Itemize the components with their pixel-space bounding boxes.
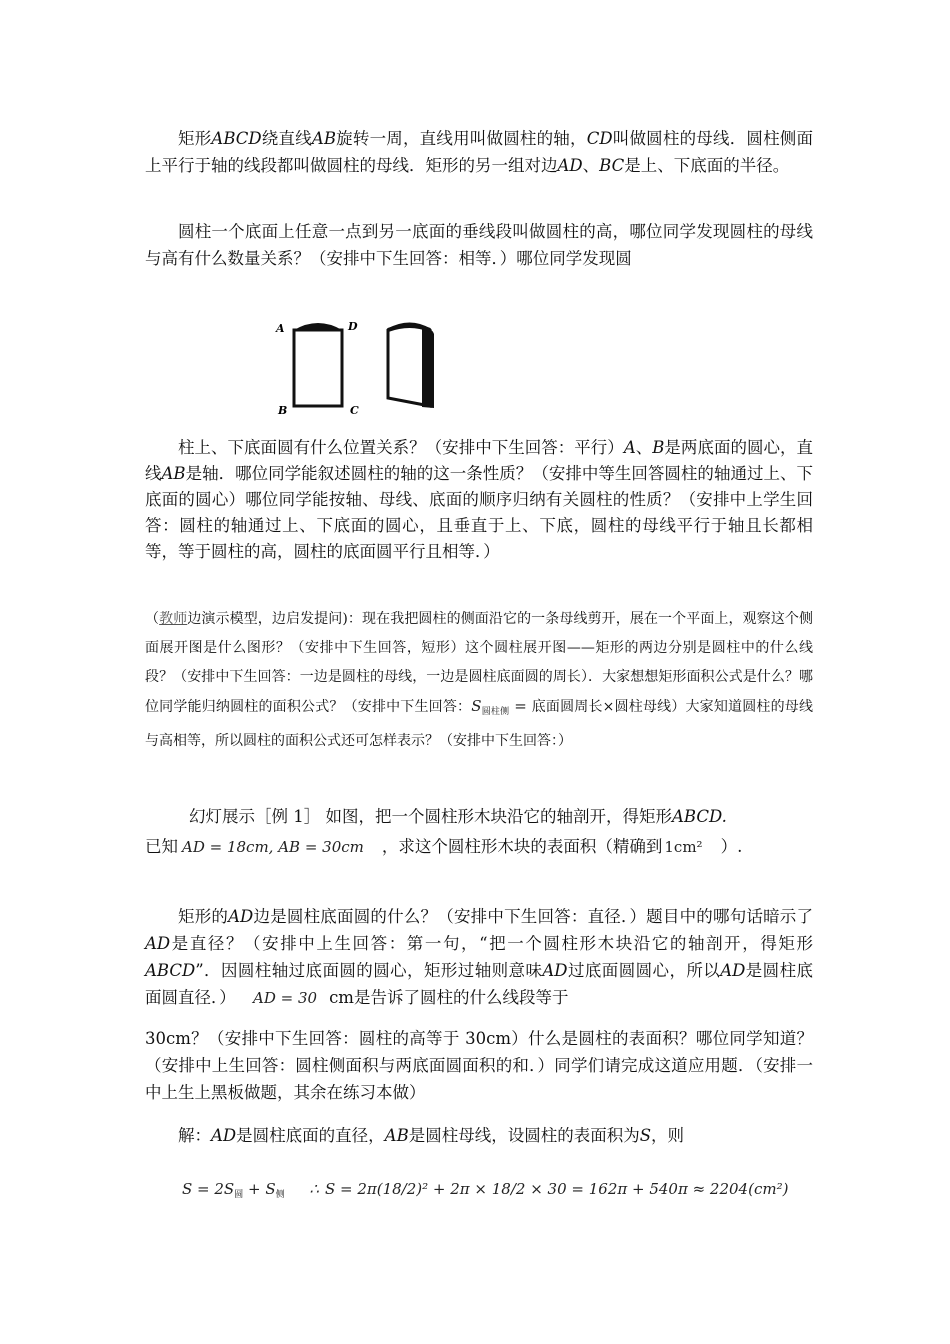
lateral-area-formula: $S_{圆柱侧}$ =	[471, 697, 527, 717]
cylinder-figure	[270, 312, 460, 422]
example-1: 幻灯展示［例 1］ 如图，把一个圆柱形木块沿它的轴剖开，得矩形ABCD. 已知 AD = 18cm, AB = 30cm ，求这个圆柱形木块的表面积（精确到 1cm² ）.	[145, 807, 743, 856]
paragraph-cylinder-properties: 柱上、下底面圆有什么位置关系？（安排中下生回答：平行）A、B是两底面的圆心，直线AB是轴．哪位同学能叙述圆柱的轴的这一条性质？（安排中等生回答圆柱的轴通过上、下底面的圆心）哪位同学能按轴、母线、底面的顺序归纳有关圆柱的性质？（安排中上学生回答：圆柱的轴通过上、下底面的圆心，且垂直于上、下底，圆柱的母线平行于轴且长都相等，等于圆柱的高，圆柱的底面圆平行且相等．）	[145, 438, 814, 561]
label-a: A	[276, 322, 285, 335]
half-cylinder-shape	[388, 324, 434, 408]
paragraph-definition-axis: 矩形ABCD绕直线AB旋转一周，直线用叫做圆柱的轴，CD叫做圆柱的母线．圆柱侧面上平行于轴的线段都叫做圆柱的母线．矩形的另一组对边AD、BC是上、下底面的半径。	[145, 129, 814, 175]
teacher-link[interactable]: 教师	[159, 611, 188, 627]
paragraph-diameter-discussion: 矩形的AD边是圆柱底面圆的什么？（安排中下生回答：直径．）题目中的哪句话暗示了AD是直径？（安排中上生回答：第一句，“把一个圆柱形木块沿它的轴剖开，得矩形ABCD”．因圆柱轴过底面圆的圆心，矩形过轴则意味AD过底面圆圆心，所以AD是圆柱底面圆直径．） AD = 30 cm是告诉了圆柱的什么线段等于	[145, 907, 814, 1007]
precision-unit: 1cm²	[664, 838, 703, 856]
label-b: B	[278, 404, 288, 417]
ad-formula: AD = 30	[253, 989, 318, 1007]
label-d: D	[348, 320, 358, 333]
paragraph-height-question: 圆柱一个底面上任意一点到另一底面的垂线段叫做圆柱的高，哪位同学发现圆柱的母线与高有什么数量关系？（安排中下生回答：相等．）哪位同学发现圆	[145, 222, 813, 268]
paragraph-surface-area: 30cm？（安排中下生回答：圆柱的高等于 30cm）什么是圆柱的表面积？哪位同学知道？（安排中上生回答：圆柱侧面积与两底面圆面积的和．）同学们请完成这道应用题．（安排一中上生上黑板做题，其余在练习本做）	[145, 1029, 813, 1102]
label-c: C	[350, 404, 359, 417]
rectangle-abcd	[294, 323, 342, 406]
surface-area-calc: S = 2π(18/2)² + 2π × 18/2 × 30 = 162π + 540π ≈ 2204(cm²)	[324, 1180, 789, 1198]
solution-intro: 解：AD是圆柱底面的直径，AB是圆柱母线，设圆柱的表面积为S，则	[178, 1126, 685, 1145]
solution-equation: $S = 2S_圆 + S_侧$ ∴ S = 2π(18/2)² + 2π × 18/2 × 30 = 162π + 540π ≈ 2204(cm²)	[182, 1180, 789, 1200]
given-formula: AD = 18cm, AB = 30cm	[182, 838, 364, 856]
paragraph-lateral-unfold: （教师边演示模型，边启发提问)：现在我把圆柱的侧面沿它的一条母线剪开，展在一个平面上，观察这个侧面展开图是什么图形？（安排中下生回答，短形）这个圆柱展开图——矩形的两边分别是圆柱中的什么线段？（安排中下生回答：一边是圆柱的母线，一边是圆柱底面圆的周长）．大家想想矩形面积公式是什么？哪位同学能归纳圆柱的面积公式？（安排中下生回答：$S_{圆柱侧}$ = 底面圆周长×圆柱母线）大家知道圆柱的母线与高相等，所以圆柱的面积公式还可怎样表示？（安排中下生回答：）	[145, 611, 814, 749]
